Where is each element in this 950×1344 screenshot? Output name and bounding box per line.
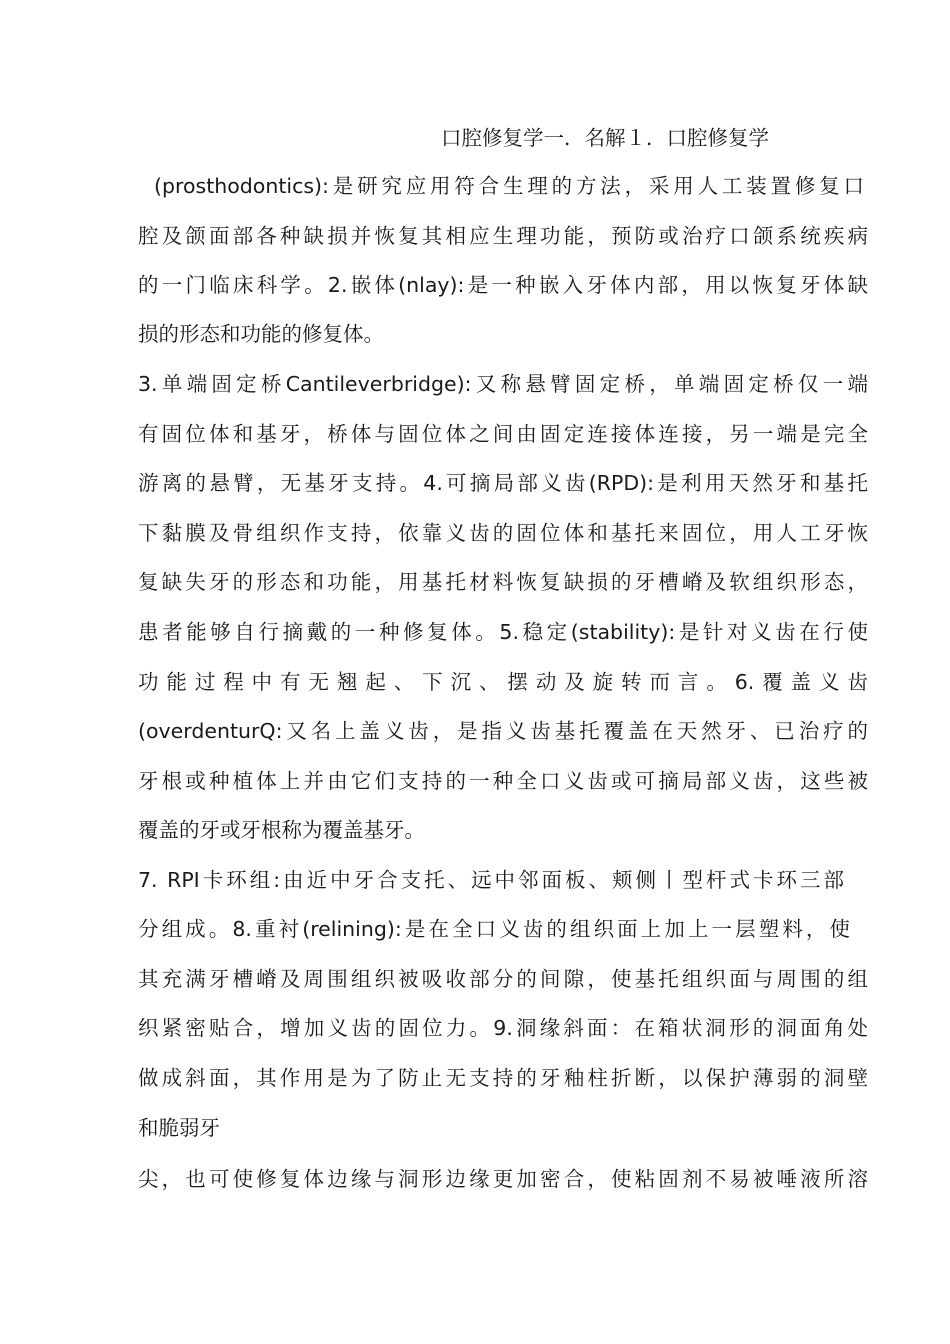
text-line: 损的形态和功能的修复体。 — [138, 322, 384, 346]
text-line: 做成斜面，其作用是为了防止无支持的牙釉柱折断，以保护薄弱的洞壁 — [138, 1066, 868, 1090]
text-line: 尖，也可使修复体边缘与洞形边缘更加密合，使粘固剂不易被唾液所溶 — [138, 1167, 868, 1191]
document-title-line: 口腔修复学一．名解１．口腔修复学 — [441, 126, 769, 150]
text-line: 7. RPI卡环组:由近中牙合支托、远中邻面板、颊侧丨型杆式卡环三部 — [138, 868, 844, 892]
text-line: 腔及颌面部各种缺损并恢复其相应生理功能，预防或治疗口颌系统疾病 — [138, 224, 868, 248]
text-line: 游离的悬臂，无基牙支持。4.可摘局部义齿(RPD):是利用天然牙和基托 — [138, 471, 868, 495]
text-line: 患者能够自行摘戴的一种修复体。5.稳定(stability):是针对义齿在行使 — [138, 620, 868, 644]
text-line: 和脆弱牙 — [138, 1116, 220, 1140]
text-line: 的一门临床科学。2.嵌体(nlay):是一种嵌入牙体内部，用以恢复牙体缺 — [138, 273, 868, 297]
text-line: 复缺失牙的形态和功能，用基托材料恢复缺损的牙槽嵴及软组织形态， — [138, 570, 868, 594]
text-line: 有固位体和基牙，桥体与固位体之间由固定连接体连接，另一端是完全 — [138, 422, 868, 446]
text-line: 其充满牙槽嵴及周围组织被吸收部分的间隙，使基托组织面与周围的组 — [138, 967, 868, 991]
text-line: 覆盖的牙或牙根称为覆盖基牙。 — [138, 818, 425, 842]
text-line: (prosthodontics):是研究应用符合生理的方法，采用人工装置修复口 — [154, 174, 864, 198]
text-line: 3.单端固定桥Cantileverbridge):又称悬臂固定桥，单端固定桥仅一端 — [138, 372, 868, 396]
text-line: (overdenturQ:又名上盖义齿，是指义齿基托覆盖在天然牙、已治疗的 — [138, 719, 868, 743]
text-line: 织紧密贴合，增加义齿的固位力。9.洞缘斜面：在箱状洞形的洞面角处 — [138, 1016, 868, 1040]
text-line: 功能过程中有无翘起、下沉、摆动及旋转而言。6.覆盖义齿 — [138, 670, 868, 694]
text-line: 牙根或种植体上并由它们支持的一种全口义齿或可摘局部义齿，这些被 — [138, 769, 868, 793]
text-line: 分组成。8.重衬(relining):是在全口义齿的组织面上加上一层塑料，使 — [138, 917, 850, 941]
text-line: 下黏膜及骨组织作支持，依靠义齿的固位体和基托来固位，用人工牙恢 — [138, 521, 868, 545]
